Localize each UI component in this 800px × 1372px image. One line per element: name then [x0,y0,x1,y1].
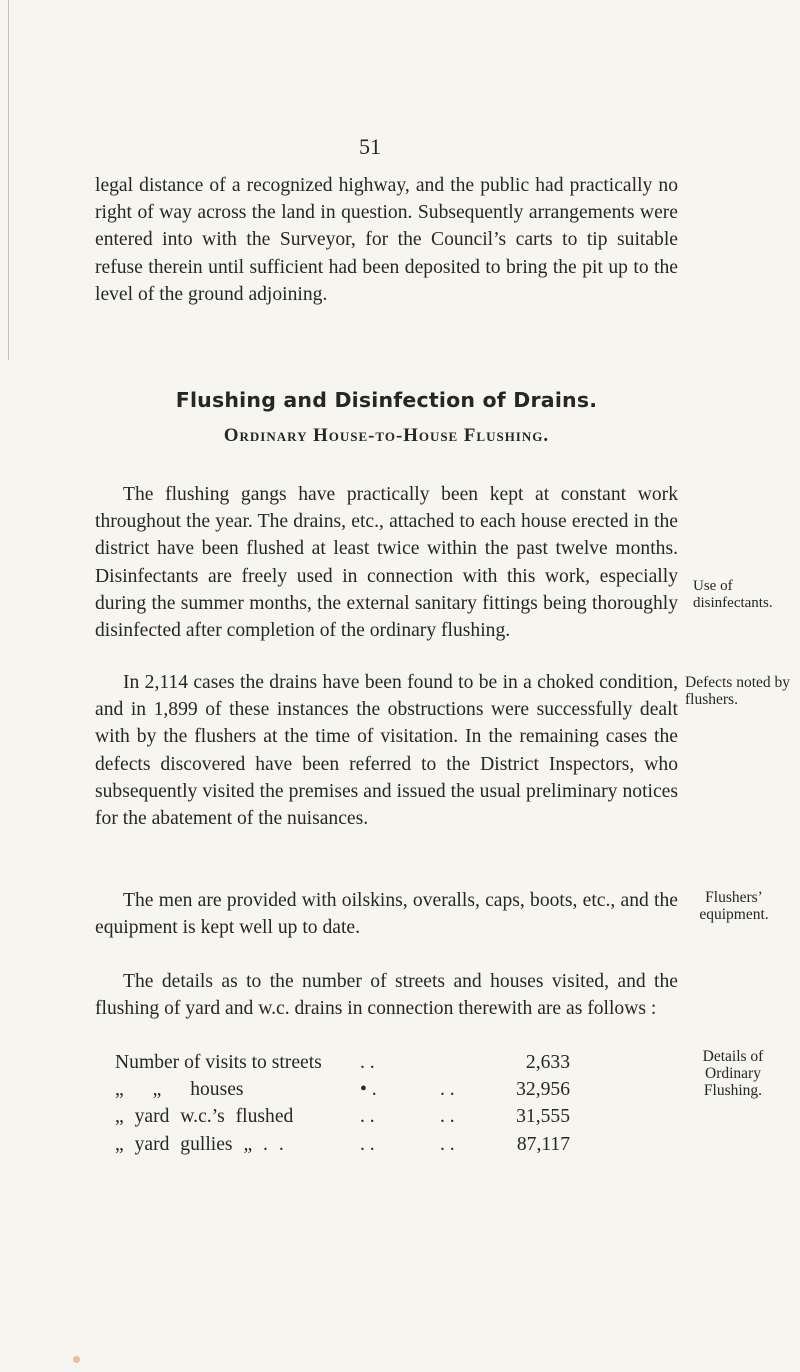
leader-dots: • . [360,1079,377,1101]
leader-dots: . . [440,1079,455,1101]
row-value: 31,555 [516,1106,570,1128]
row-value: 2,633 [525,1052,570,1073]
row-label: Number of visits to streets [115,1052,322,1073]
margin-note-details: Details of Ordinary Flushing. [702,1048,764,1099]
page-edge-shadow [0,0,9,360]
leader-dots: . . [440,1106,455,1128]
margin-note-defects: Defects noted by flushers. [685,674,791,708]
margin-note-equipment: Flushers’ equipment. [699,889,769,923]
details-paragraph: The details as to the number of streets and houses visited, and the flushing of yard and w.c. drains in connection therewith are as follows : [95,971,678,1020]
page-number: 51 [359,134,381,159]
section-subheading: Ordinary House-to-House Flushing. [223,425,550,446]
leader-dots: . . [360,1133,375,1155]
row-value: 32,956 [516,1079,570,1101]
margin-note-disinfectants: Use of disinfectants. [693,578,773,611]
flushing-gangs-paragraph: The flushing gangs have practically been kept at constant work throughout the year. The drains, etc., attached to each house erected in the district have been flushed at least twice within the past twelve months. Disinfectants are freely used in connection with this work, especially during the summer months, the external sanitary fittings being thoroughly disinfected after completion of the ordinary flushing. [95,484,678,642]
choked-drains-paragraph: In 2,114 cases the drains have been found to be in a choked condition, and in 1,899 of these instances the obstructions were successfully dealt with by the flushers at the time of visitation. In the remaining cases the defects discovered have been referred to the District Inspectors, who subsequently visited the premises and issued the usual preliminary notices for the abatement of the nuisances. [95,672,678,830]
page-blemish [73,1356,80,1363]
row-label: „ „ houses [115,1079,244,1101]
equipment-paragraph: The men are provided with oilskins, overalls, caps, boots, etc., and the equipment is kept well up to date. [95,890,678,939]
intro-paragraph: legal distance of a recognized highway, and the public had practically no right of way across the land in question. Subsequently arrangements were entered into with the Surveyor, for the Council’s carts to tip suitable refuse therein until sufficient had been deposited to bring the pit up to the level of the ground adjoining. [95,175,678,305]
section-heading: Flushing and Disinfection of Drains. [175,388,598,412]
row-value: 87,117 [516,1133,570,1155]
leader-dots: . . [360,1052,375,1073]
row-label: „ yard gullies „ . . [115,1133,284,1155]
leader-dots: . . [360,1106,375,1128]
row-label: „ yard w.c.’s flushed [115,1106,294,1128]
leader-dots: . . [440,1133,455,1155]
